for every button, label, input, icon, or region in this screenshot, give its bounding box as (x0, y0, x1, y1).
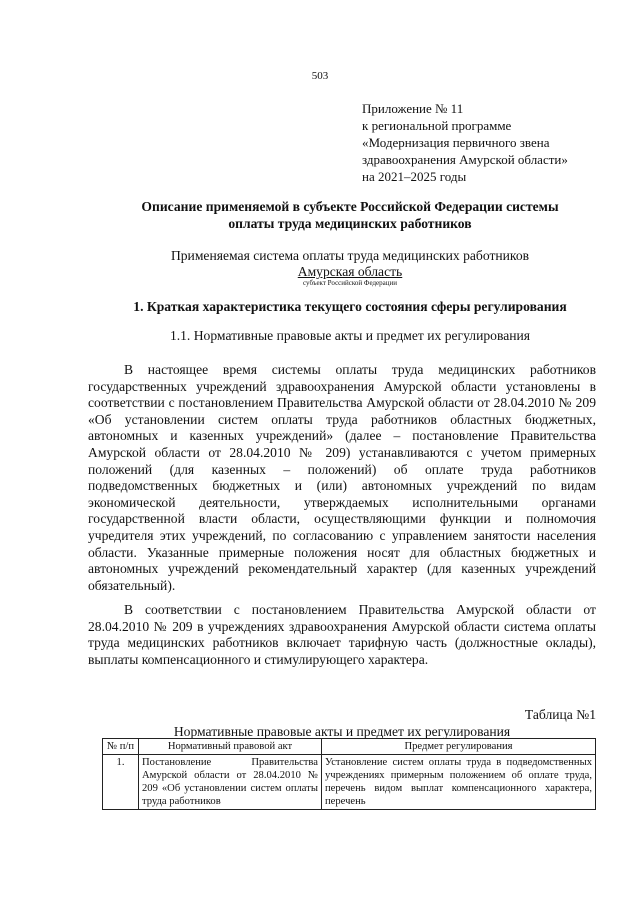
region-line (60, 264, 640, 280)
cell-subject: Установление систем оплаты труда в подведомственных учреждениях примерным положением об оплате труда, перечень видом выплат компенсационного характера, перечень (322, 755, 596, 810)
appendix-line: Приложение № 11 (362, 101, 464, 116)
appendix-line: «Модернизация первичного звена (362, 135, 550, 150)
region-name: Амурская область (297, 264, 403, 279)
header-act: Нормативный правовой акт (139, 739, 322, 755)
paragraph-text: В настоящее время системы оплаты труда медицинских работников государственных учреждений здравоохранения Амурской области установлены в соответствии с постановлением Правительства Амурской области от 28.04.2010 № 209 «Об установлении систем оплаты труда работников областных бюджетных, автономных и казенных учреждений» (далее – постановление Правительства Амурской области от 28.04.2010 № 209) устанавливаются с учетом примерных положений (для казенных – положений) об оплате труда работников подведомственных бюджетных и (или) автономных учреждений по видам экономической деятельности, утверждаемых исполнительными органами государственной власти области, осуществляющими функции и полномочия учредителя этих учреждений, по согласованию с управлением занятости населения области. Указанные примерные положения носят для областных бюджетных и автономных учреждений рекомендательный характер (для казенных учреждений обязательный). (88, 362, 596, 593)
document-title-line: оплаты труда медицинских работников (228, 216, 472, 231)
region-caption: субъект Российской Федерации (303, 279, 397, 287)
header-subject: Предмет регулирования (322, 739, 596, 755)
table-caption: Нормативные правовые акты и предмет их регулирования (173, 724, 511, 739)
appendix-line: к региональной программе (362, 118, 512, 133)
document-title (60, 198, 640, 232)
table-row (103, 755, 596, 810)
table-number: Таблица №1 (524, 707, 596, 722)
appendix-line: здравоохранения Амурской области» (362, 152, 568, 167)
cell-act: Постановление Правительства Амурской области от 28.04.2010 № 209 «Об установлении систем оплаты труда работников (139, 755, 322, 810)
header-number: № п/п (103, 739, 139, 755)
paragraph-2 (88, 602, 596, 668)
document-subtitle: Применяемая система оплаты труда медицинских работников (170, 248, 530, 263)
paragraph-1 (88, 362, 596, 594)
regulation-table (102, 738, 596, 810)
appendix-line: на 2021–2025 годы (362, 169, 467, 184)
subsection-heading: 1.1. Нормативные правовые акты и предмет их регулирования (169, 328, 531, 343)
page-number: 503 (311, 70, 329, 82)
cell-number: 1. (103, 755, 139, 810)
section-heading: 1. Краткая характеристика текущего состояния сферы регулирования (133, 299, 567, 314)
paragraph-text: В соответствии с постановлением Правительства Амурской области от 28.04.2010 № 209 в учреждениях здравоохранения Амурской области система оплаты труда медицинских работников включает тарифную часть (должностные оклады), выплаты компенсационного и стимулирующего характера. (88, 602, 596, 667)
document-title-line: Описание применяемой в субъекте Российской Федерации системы (141, 199, 559, 214)
table-header-row (103, 739, 596, 755)
appendix-block (362, 100, 632, 185)
